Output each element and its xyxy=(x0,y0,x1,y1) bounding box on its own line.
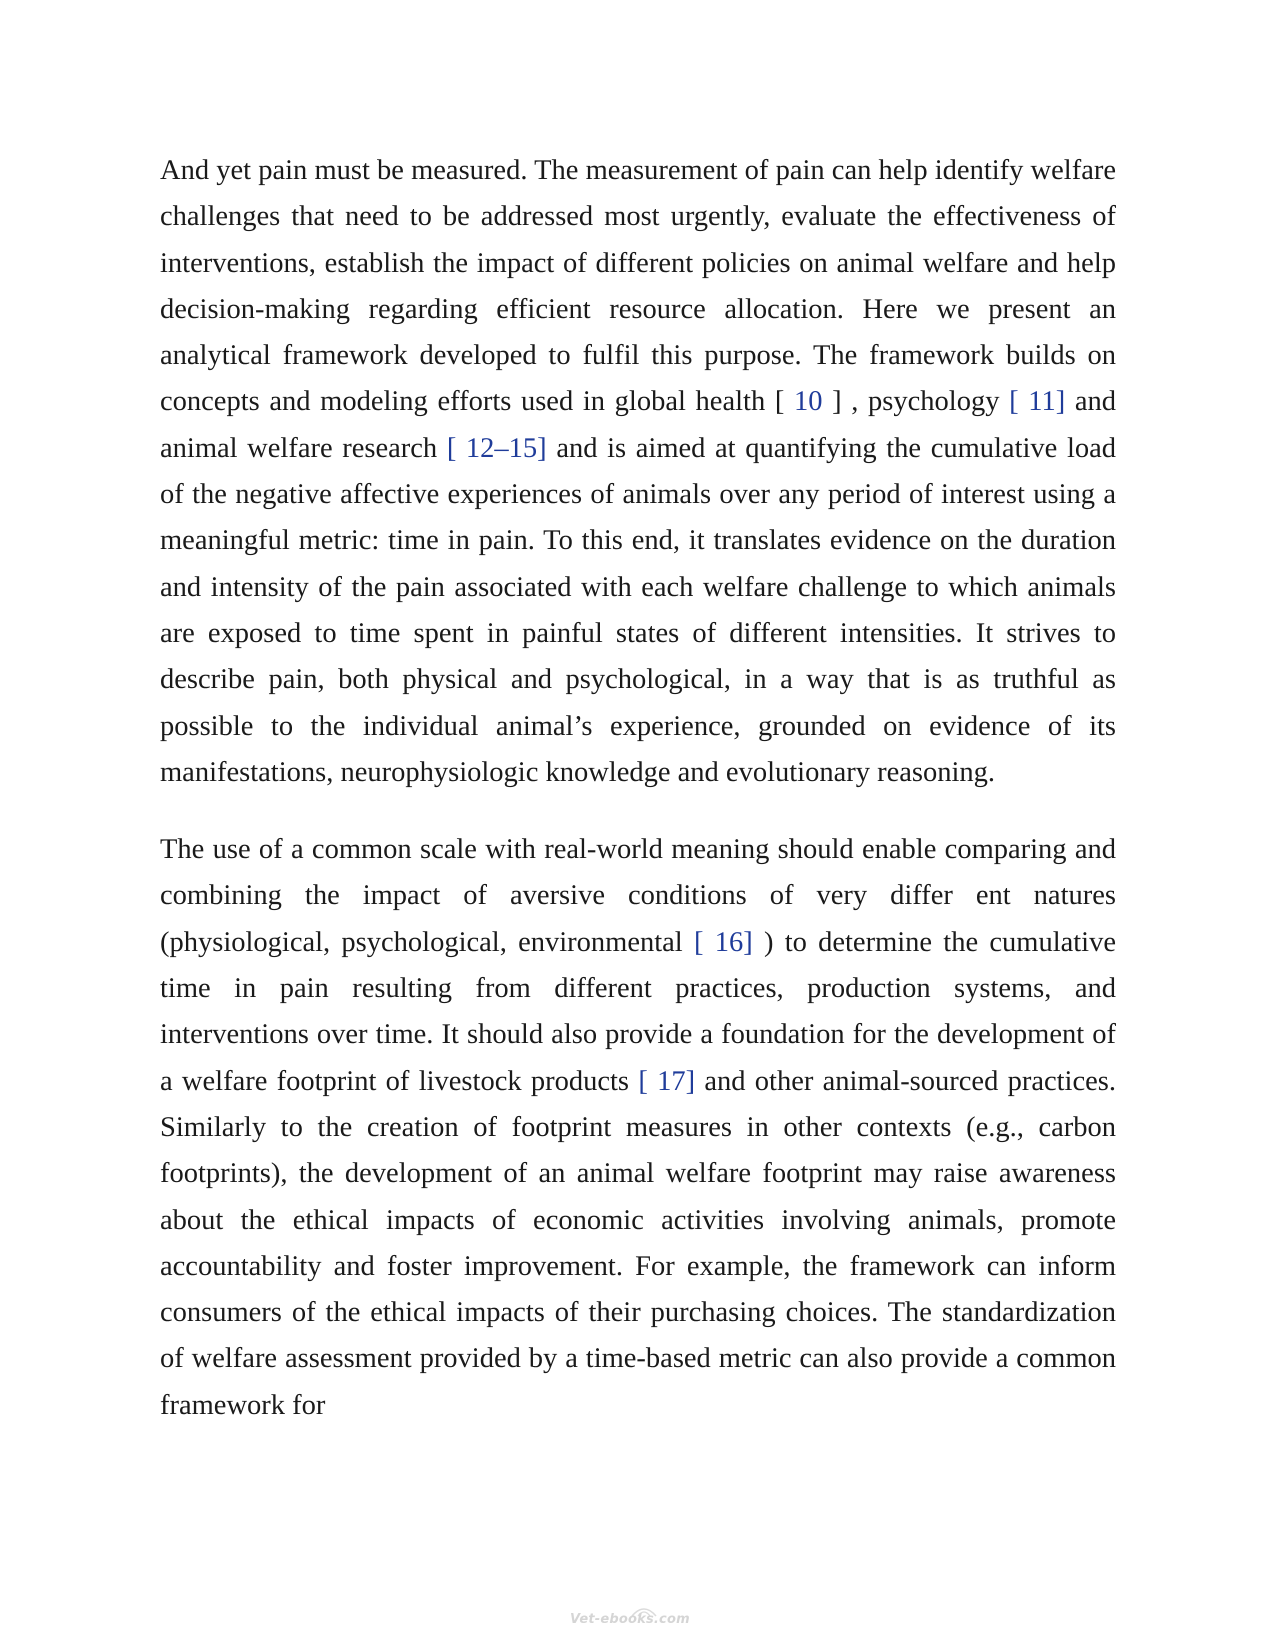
paragraph-2-text-2: ) to determine the cumulative time in pain resulting from different practices, production systems, and interventions over time. It should also provide a foundation for the development of a welfare footprint of livestock products xyxy=(160,926,1116,1097)
citation-11[interactable]: [ 11] xyxy=(1009,386,1066,418)
citation-10[interactable]: 10 xyxy=(784,386,833,418)
paragraph-1-text-1: And yet pain must be measured. The measurement of pain can help identify welfare challenges that need to be addressed most urgently, evaluate the effectiveness of interventions, establish the impact of different policies on animal welfare and help decision-making regarding efficient resource allocation. Here we present an analytical framework developed to fulfil this purpose. The framework builds on concepts and modeling efforts used in global health [ xyxy=(160,155,1116,418)
paragraph-2-text-1: The use of a common scale with real-world meaning should enable comparing and combining the impact of aversive conditions of very differ ent natures (physiological, psychological, environmental xyxy=(160,834,1116,958)
paragraph-1-text-4: and is aimed at quantifying the cumulative load of the negative affective experiences of animals over any period of interest using a meaningful metric: time in pain. To this end, it translates evidence on the duration and intensity of the pain associated with each welfare challenge to which animals are exposed to time spent in painful states of different intensities. It strives to describe pain, both physical and psychological, in a way that is as truthful as possible to the individual animal’s experience, grounded on evidence of its manifestations, neurophysiologic knowledge and evolutionary reasoning. xyxy=(160,432,1117,788)
paragraph-1 xyxy=(160,148,1116,796)
paragraph-1-text-2: ] , psychology xyxy=(832,386,1010,418)
paragraph-1-text-3: and animal welfare research xyxy=(160,386,1116,464)
paragraph-2-text-3: and other animal-sourced practices. Similarly to the creation of footprint measures in other contexts (e.g., carbon footprints), the development of an animal welfare footprint may raise awareness about the ethical impacts of economic activities involving animals, promote accountability and foster improvement. For example, the framework can inform consumers of the ethical impacts of their purchasing choices. The standardization of welfare assessment provided by a time-based metric can also provide a common framework for xyxy=(160,1065,1116,1421)
watermark-text: Vet-ebooks.com xyxy=(570,1612,690,1627)
citation-16[interactable]: [ 16] xyxy=(693,926,753,958)
page-body xyxy=(160,148,1116,1429)
citation-12-15[interactable]: [ 12–15] xyxy=(446,432,547,464)
watermark xyxy=(570,1610,710,1634)
citation-17[interactable]: [ 17] xyxy=(638,1065,696,1097)
paragraph-2 xyxy=(160,827,1116,1429)
